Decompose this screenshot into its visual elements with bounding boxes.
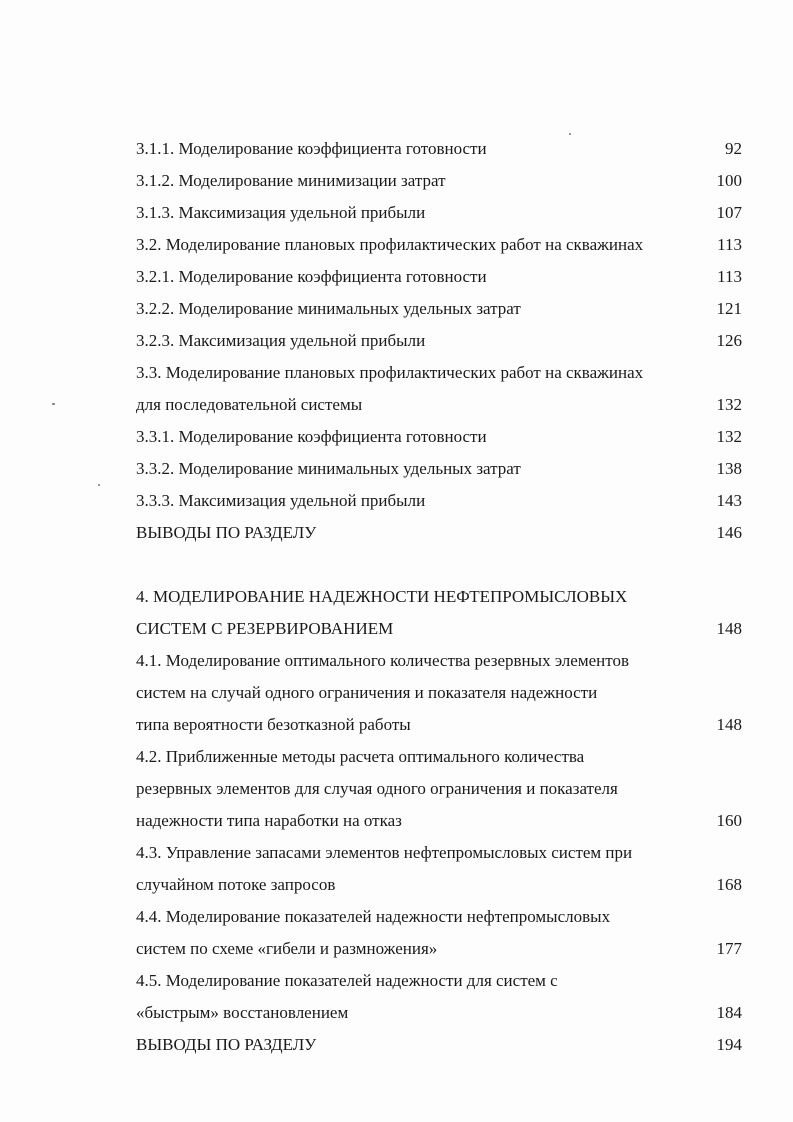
section-gap [136,549,742,581]
toc-entry [136,837,742,869]
toc-entry [136,773,742,805]
toc-entry-title: «быстрым» восстановлением [136,1003,349,1022]
toc-entry [136,933,742,965]
toc-entry-page: 92 [725,139,742,158]
toc-entry-page: 146 [716,523,742,542]
toc-entry [136,325,742,357]
toc-entry-page: 160 [716,811,742,830]
toc-entry-title: ВЫВОДЫ ПО РАЗДЕЛУ [136,523,317,542]
toc-entry [136,805,742,837]
toc-entry-title: 3.2.3. Максимизация удельной прибыли [136,331,426,350]
toc-entry-page: 143 [716,491,742,510]
toc-entry [136,421,742,453]
toc-entry-page: 107 [716,203,742,222]
toc-entry-page: 100 [716,171,742,190]
table-of-contents [136,133,742,1061]
toc-entry [136,869,742,901]
toc-entry-title: 3.1.2. Моделирование минимизации затрат [136,171,446,190]
toc-entry-title: 3.2. Моделирование плановых профилактических работ на скважинах [136,235,644,254]
toc-entry-page: 126 [716,331,742,350]
toc-entry-page: 148 [716,715,742,734]
toc-entry-title: 4.3. Управление запасами элементов нефтепромысловых систем при [136,843,633,862]
toc-entry-title: 3.2.1. Моделирование коэффициента готовности [136,267,487,286]
toc-entry-title: 4.4. Моделирование показателей надежности нефтепромысловых [136,907,611,926]
toc-entry [136,261,742,293]
toc-entry-title: 4.5. Моделирование показателей надежности для систем с [136,971,558,990]
toc-entry [136,581,742,613]
scan-speck [52,403,55,405]
toc-entry [136,1029,742,1061]
toc-entry-title: 4.2. Приближенные методы расчета оптимального количества [136,747,585,766]
toc-entry [136,229,742,261]
toc-entry-title: систем по схеме «гибели и размножения» [136,939,438,958]
toc-entry-title: 3.3.3. Максимизация удельной прибыли [136,491,426,510]
toc-entry [136,165,742,197]
toc-entry [136,389,742,421]
toc-entry [136,293,742,325]
scan-speck [98,484,100,486]
toc-entry-page: 113 [717,267,742,286]
toc-entry [136,645,742,677]
toc-entry [136,965,742,997]
toc-section-4 [136,581,742,1061]
toc-entry-title: надежности типа наработки на отказ [136,811,402,830]
toc-entry-title: для последовательной системы [136,395,363,414]
toc-entry [136,517,742,549]
toc-entry-title: 3.1.1. Моделирование коэффициента готовности [136,139,487,158]
toc-entry-page: 168 [716,875,742,894]
toc-entry-title: случайном потоке запросов [136,875,336,894]
toc-entry-title: систем на случай одного ограничения и показателя надежности [136,683,598,702]
toc-entry-title: 4.1. Моделирование оптимального количества резервных элементов [136,651,629,670]
toc-entry [136,357,742,389]
toc-entry [136,613,742,645]
toc-entry-page: 194 [716,1035,742,1054]
toc-entry-title: СИСТЕМ С РЕЗЕРВИРОВАНИЕМ [136,619,394,638]
toc-entry [136,901,742,933]
toc-entry [136,709,742,741]
toc-entry [136,741,742,773]
toc-entry-title: 3.3. Моделирование плановых профилактических работ на скважинах [136,363,644,382]
toc-entry-title: 3.3.2. Моделирование минимальных удельных затрат [136,459,521,478]
toc-entry-title: 3.1.3. Максимизация удельной прибыли [136,203,426,222]
toc-entry-page: 184 [716,1003,742,1022]
toc-entry-page: 121 [716,299,742,318]
toc-section-3 [136,133,742,549]
toc-entry-page: 138 [716,459,742,478]
toc-entry [136,677,742,709]
toc-entry [136,485,742,517]
toc-entry [136,453,742,485]
toc-entry-page: 132 [716,395,742,414]
toc-entry-title: 3.3.1. Моделирование коэффициента готовности [136,427,487,446]
toc-entry-title: резервных элементов для случая одного ограничения и показателя [136,779,618,798]
toc-entry [136,997,742,1029]
toc-entry-title: ВЫВОДЫ ПО РАЗДЕЛУ [136,1035,317,1054]
toc-entry-title: типа вероятности безотказной работы [136,715,411,734]
toc-entry-page: 177 [716,939,742,958]
toc-entry [136,197,742,229]
toc-entry-title: 3.2.2. Моделирование минимальных удельных затрат [136,299,521,318]
toc-entry-page: 132 [716,427,742,446]
toc-entry [136,133,742,165]
toc-entry-page: 148 [716,619,742,638]
toc-entry-title: 4. МОДЕЛИРОВАНИЕ НАДЕЖНОСТИ НЕФТЕПРОМЫСЛОВЫХ [136,587,628,606]
toc-entry-page: 113 [717,235,742,254]
